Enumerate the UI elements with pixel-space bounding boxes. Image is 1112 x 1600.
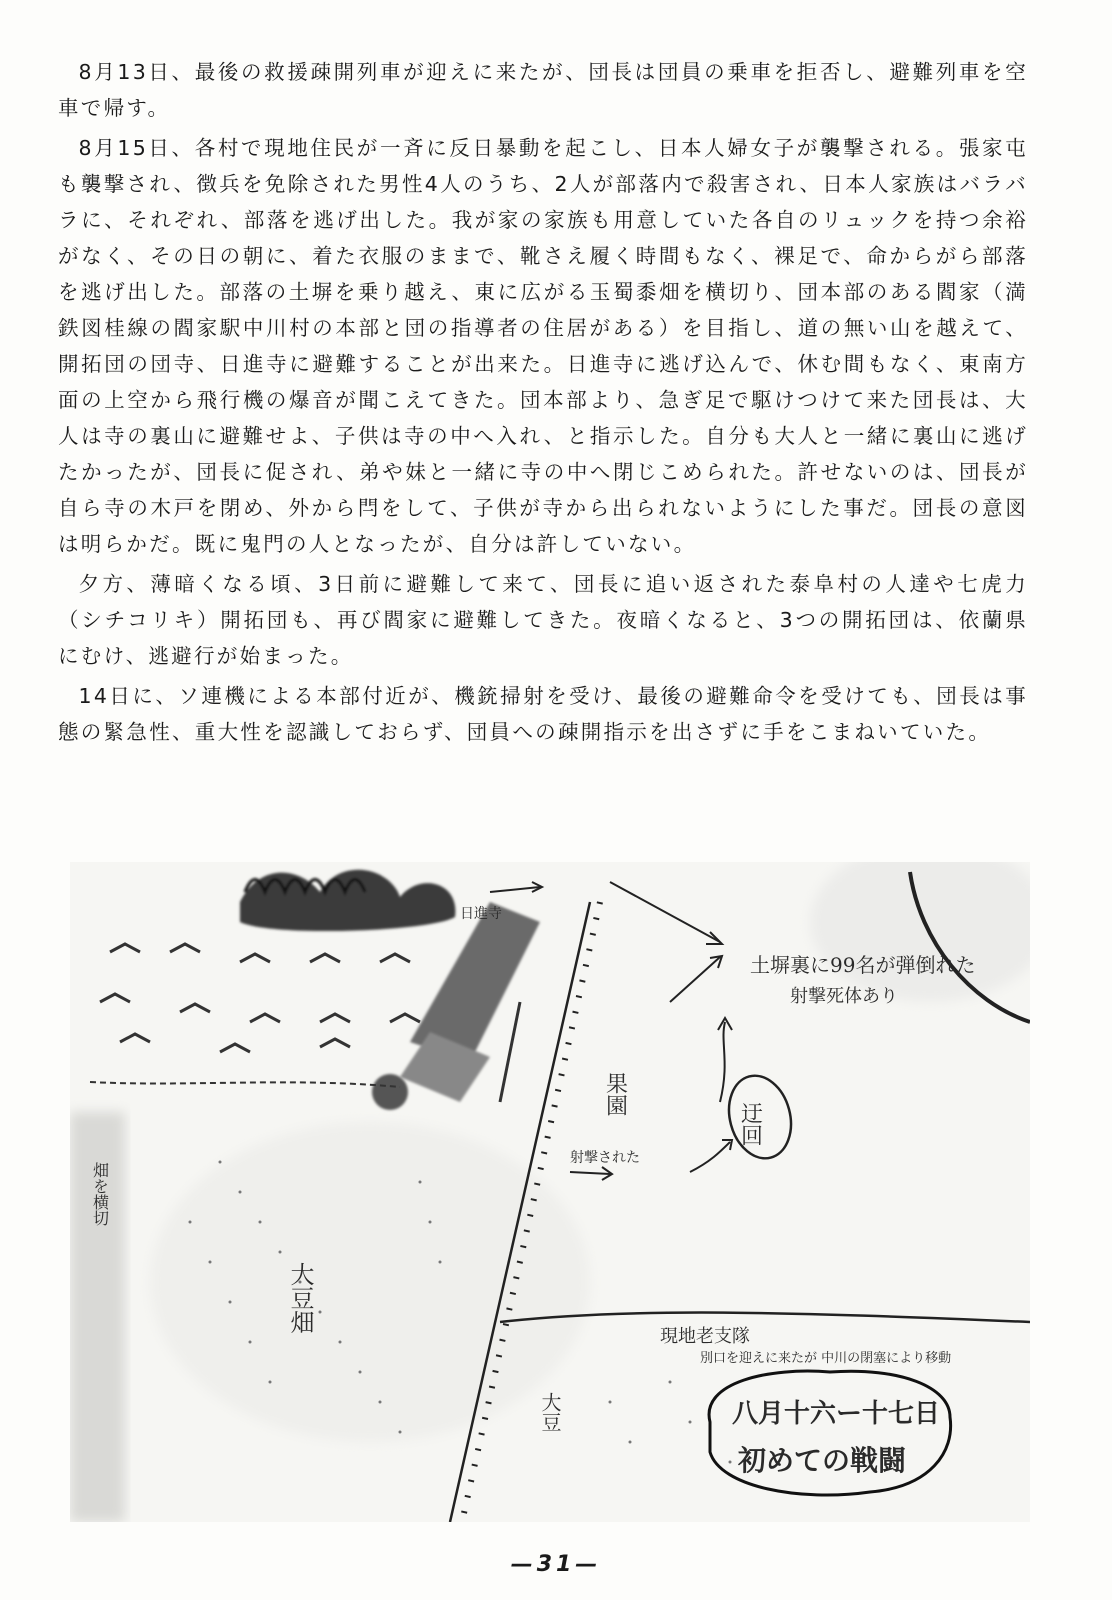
- map-label: 射撃された: [570, 1150, 640, 1166]
- paragraph: 8月15日、各村で現地住民が一斉に反日暴動を起こし、日本人婦女子が襲撃される。張家屯も襲撃され、徴兵を免除された男性4人のうち、2人が部落内で殺害され、日本人家族はバラバラに、それぞれ、部落を逃げ出した。我が家の家族も用意していた各自のリュックを持つ余裕がなく、その日の朝に、着た衣服のままで、靴さえ履く時間もなく、裸足で、命からがら部落を逃げ出した。部落の土塀を乗り越え、東に広がる玉蜀黍畑を横切り、団本部のある閻家（満鉄図桂線の閻家駅中川村の本部と団の指導者の住居がある）を目指し、道の無い山を越えて、開拓団の団寺、日進寺に避難することが出来た。日進寺に逃げ込んで、休む間もなく、東南方面の上空から飛行機の爆音が聞こえてきた。団本部より、急ぎ足で駆けつけて来た団長は、大人は寺の裏山に避難せよ、子供は寺の中へ入れ、と指示した。自分も大人と一緒に裏山に逃げたかったが、団長に促され、弟や妹と一緒に寺の中へ閉じこめられた。許せないのは、団長が自ら寺の木戸を閉め、外から閂をして、子供が寺から出られないようにした事だ。団長の意図は明らかだ。既に鬼門の人となったが、自分は許していない。: [58, 136, 1028, 556]
- map-title-line1: 八月十六ー十七日: [732, 1399, 941, 1429]
- map-label: 現地老支隊: [660, 1326, 750, 1347]
- kaichi-label: 迂回: [737, 1102, 763, 1146]
- map-label: 畑を横切: [90, 1162, 110, 1226]
- map-label: 日進寺: [460, 906, 502, 922]
- map-sketch: [70, 862, 1030, 1522]
- page-number: —31—: [510, 1552, 602, 1577]
- body-text: [58, 54, 1028, 754]
- paragraph: 14日に、ソ連機による本部付近が、機銃掃射を受け、最後の避難命令を受けても、団長は事態の緊急性、重大性を認識しておらず、団員への疎開指示を出さずに手をこまねいていた。: [58, 684, 1028, 744]
- map-label: 別口を迎えに来たが 中川の閉塞により移動: [700, 1351, 952, 1366]
- map-label: 射撃死体あり: [790, 986, 898, 1007]
- map-label: 大豆畑: [286, 1262, 314, 1334]
- paragraph: 夕方、薄暗くなる頃、3日前に避難して来て、団長に追い返された泰阜村の人達や七虎力（シチコリキ）開拓団も、再び閻家に避難してきた。夜暗くなると、3つの開拓団は、依蘭県にむけ、逃避行が始まった。: [58, 572, 1028, 668]
- paragraph: 8月13日、最後の救援疎開列車が迎えに来たが、団長は団員の乗車を拒否し、避難列車を空車で帰す。: [58, 60, 1028, 120]
- map-label: 大豆: [538, 1392, 562, 1432]
- map-label: 果園: [602, 1072, 628, 1116]
- map-title-line2: 初めての戦闘: [738, 1444, 907, 1477]
- map-label: 土塀裏に99名が弾倒れた: [750, 953, 976, 977]
- hand-drawn-map: [70, 862, 1030, 1522]
